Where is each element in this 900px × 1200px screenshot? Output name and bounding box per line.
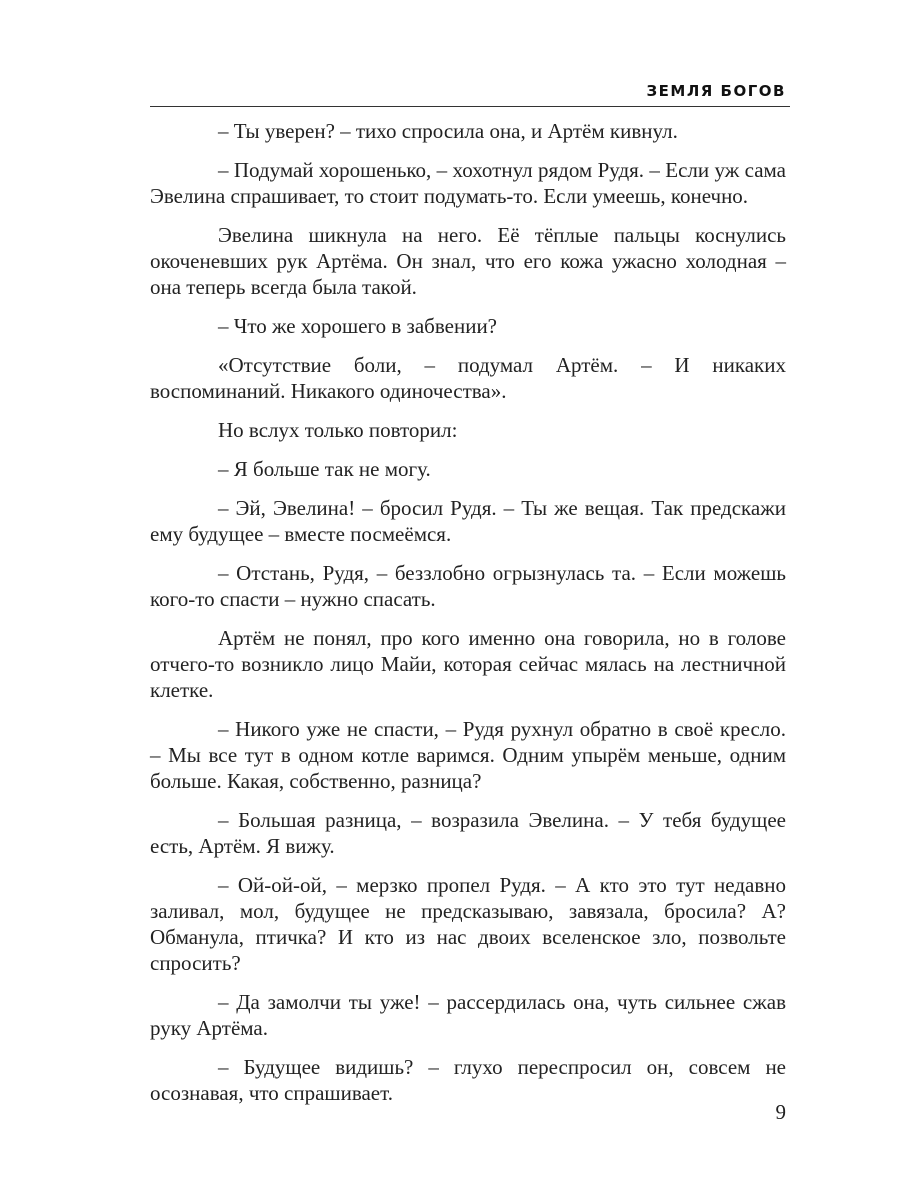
paragraph: – Я больше так не могу.: [218, 457, 431, 481]
paragraph: – Эй, Эвелина! – бросил Рудя. – Ты же вещая. Так предскажи ему будущее – вместе посмеёмся.: [150, 496, 786, 546]
paragraph: – Ой-ой-ой, – мерзко пропел Рудя. – А кто это тут недавно заливал, мол, будущее не предсказываю, завязала, бросила? А? Обманула, птичка? И кто из нас двоих вселенское зло, позвольте спросить?: [150, 873, 786, 975]
paragraph: – Будущее видишь? – глухо переспросил он, совсем не осознавая, что спрашивает.: [150, 1055, 786, 1105]
paragraph: – Что же хорошего в забвении?: [218, 314, 497, 338]
paragraph: Артём не понял, про кого именно она говорила, но в голове отчего-то возникло лицо Майи, которая сейчас мялась на лестничной клетке.: [150, 626, 786, 702]
text-body: [150, 118, 786, 1119]
page-number: 9: [775, 1100, 786, 1124]
paragraph: – Да замолчи ты уже! – рассердилась она, чуть сильнее сжав руку Артёма.: [150, 990, 786, 1040]
paragraph: Но вслух только повторил:: [218, 418, 458, 442]
header-rule: [150, 106, 790, 107]
paragraph: Эвелина шикнула на него. Её тёплые пальцы коснулись окоченевших рук Артёма. Он знал, что его кожа ужасно холодная – она теперь всегда была такой.: [150, 223, 786, 299]
running-header: [150, 82, 790, 106]
paragraph: – Отстань, Рудя, – беззлобно огрызнулась та. – Если можешь кого-то спасти – нужно спасать.: [150, 561, 786, 611]
paragraph: – Большая разница, – возразила Эвелина. – У тебя будущее есть, Артём. Я вижу.: [150, 808, 786, 858]
paragraph: – Никого уже не спасти, – Рудя рухнул обратно в своё кресло. – Мы все тут в одном котле варимся. Одним упырём меньше, одним больше. Какая, собственно, разница?: [150, 717, 786, 793]
paragraph: – Подумай хорошенько, – хохотнул рядом Рудя. – Если уж сама Эвелина спрашивает, то стоит подумать-то. Если умеешь, конечно.: [150, 158, 786, 208]
paragraph: «Отсутствие боли, – подумал Артём. – И никаких воспоминаний. Никакого одиночества».: [150, 353, 786, 403]
running-title: ЗЕМЛЯ БОГОВ: [646, 82, 786, 100]
paragraph: – Ты уверен? – тихо спросила она, и Артём кивнул.: [218, 119, 678, 143]
